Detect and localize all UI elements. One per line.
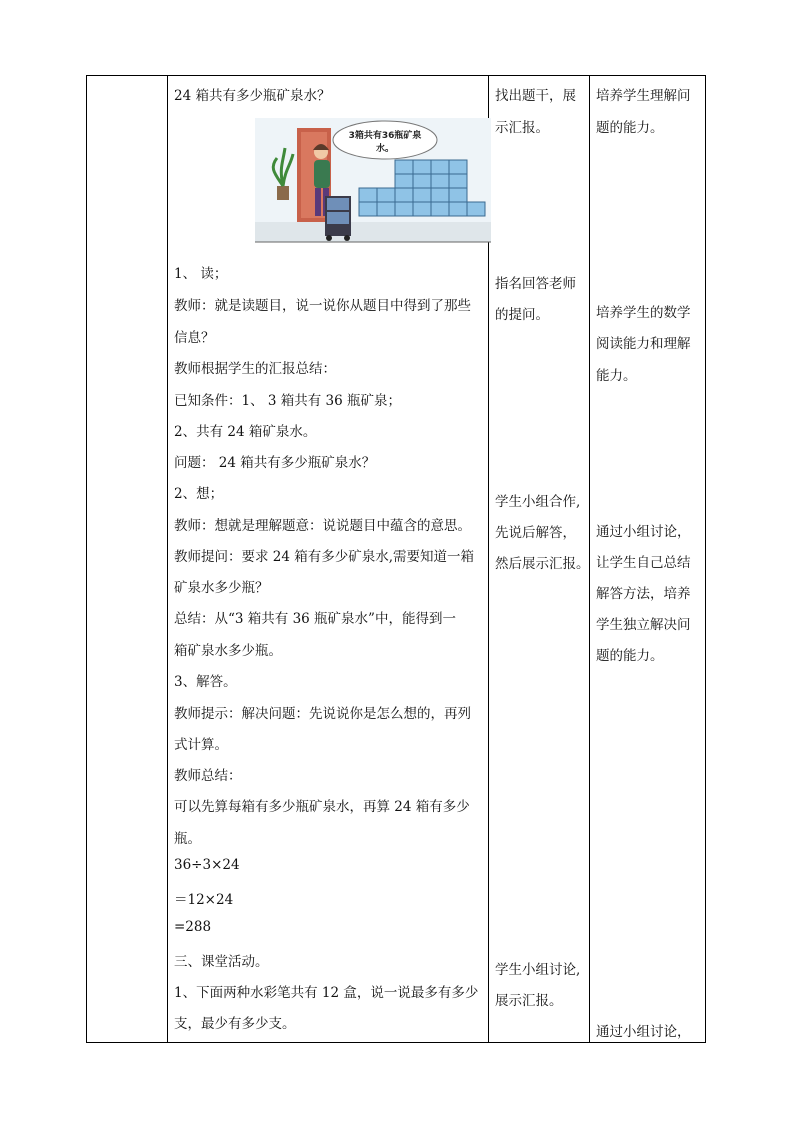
text-line: 找出题干，展 [495,88,576,104]
text-line: 培养学生理解问 [596,88,691,104]
text-line: 教师：想就是理解题意：说说题目中蕴含的意思。 [174,518,471,534]
text-line: 能力。 [596,368,637,384]
design-intent-cell [590,76,706,1042]
calculation-line: ＝12×24 [174,892,234,908]
text-line: 学生小组讨论, [495,962,581,978]
lesson-table [86,75,706,1043]
text-line: 支，最少有多少支。 [174,1016,296,1032]
text-line: 教师：就是读题目，说一说你从题目中得到了那些 [174,298,471,314]
column-1-cell [87,76,167,1042]
text-line: 2、共有 24 箱矿泉水。 [174,424,317,440]
text-line: 教师提问：要求 24 箱有多少矿泉水,需要知道一箱 [174,549,475,565]
text-line: 问题： 24 箱共有多少瓶矿泉水？ [174,455,376,471]
text-line: 已知条件：1、 3 箱共有 36 瓶矿泉； [174,393,402,409]
text-line: 1、下面两种水彩笔共有 12 盒，说一说最多有多少 [174,985,479,1001]
step-answer-heading: 3、解答。 [174,674,237,690]
text-line: 教师根据学生的汇报总结： [174,361,336,377]
text-line: 可以先算每箱有多少瓶矿泉水，再算 24 箱有多少 [174,799,470,815]
text-line: 学生小组合作, [495,494,581,510]
text-line: 通过小组讨论， [596,1024,691,1040]
text-line: 矿泉水多少瓶？ [174,580,269,596]
text-line: 解答方法，培养 [596,586,691,602]
text-line: 学生独立解决问 [596,617,691,633]
text-line: 然后展示汇报。 [495,556,590,572]
text-line: 指名回答老师 [495,276,576,292]
text-line: 让学生自己总结 [596,555,691,571]
bubble-text-line2: 水。 [375,144,395,154]
calculation-line: =288 [174,919,212,935]
calculation-line: 36÷3×24 [174,857,240,873]
step-think-heading: 2、想； [174,486,224,502]
text-line: 题的能力。 [596,120,664,136]
text-line: 阅读能力和理解 [596,336,691,352]
text-line: 通过小组讨论， [596,524,691,540]
text-line: 题的能力。 [596,648,664,664]
text-line: 展示汇报。 [495,993,563,1009]
step-read-heading: 1、 读； [174,266,228,282]
problem-question: 24 箱共有多少瓶矿泉水？ [174,88,331,104]
text-line: 瓶。 [174,831,201,847]
section-heading: 三、课堂活动。 [174,954,269,970]
text-line: 的提问。 [495,307,549,323]
text-line: 教师总结： [174,768,242,784]
text-line: 先说后解答， [495,525,576,541]
text-line: 培养学生的数学 [596,305,691,321]
text-line: 示汇报。 [495,120,549,136]
teaching-process-cell [168,76,488,1042]
text-line: 式计算。 [174,737,228,753]
text-line: 教师提示：解决问题：先说说你是怎么想的，再列 [174,706,471,722]
bubble-text-line1: 3箱共有36瓶矿泉 [348,131,422,141]
student-activity-cell [489,76,589,1042]
mineral-water-illustration [255,118,491,244]
text-line: 总结：从“3 箱共有 36 瓶矿泉水”中，能得到一 [174,611,456,627]
text-line: 信息？ [174,330,215,346]
text-line: 箱矿泉水多少瓶。 [174,643,282,659]
